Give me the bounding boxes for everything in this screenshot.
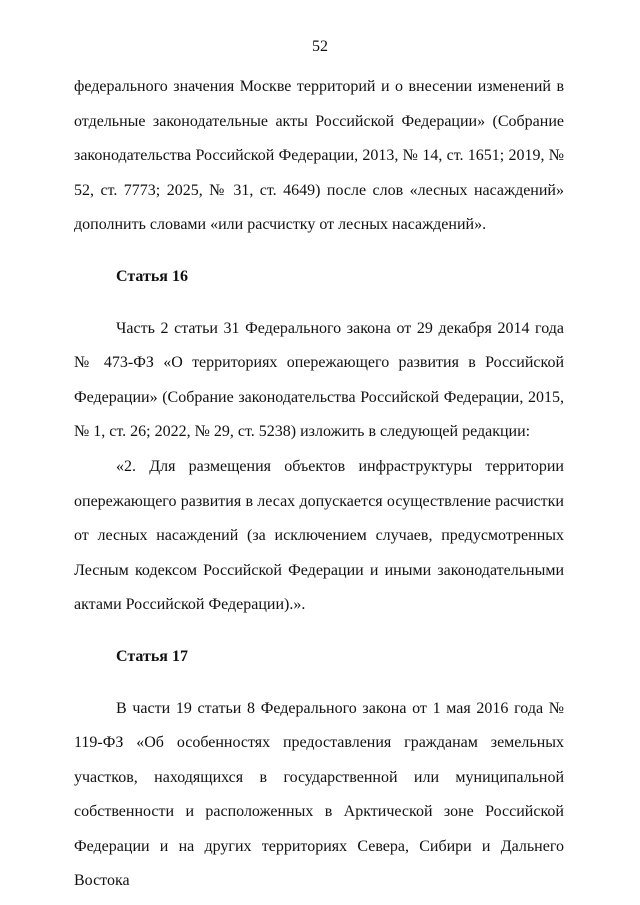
article-17-paragraph: В части 19 статьи 8 Федерального закона от 1 мая 2016 года № 119-ФЗ «Об особенностях предоставления гражданам земельных участков, находящихся в государственной или муниципальной собственности и расположенных в Арктической зоне Российской Федерации и на других территориях Севера, Сибири и Дальнего Востока [74, 699, 564, 890]
paragraph-continuation: федерального значения Москве территорий и о внесении изменений в отдельные законодательные акты Российской Федерации» (Собрание законодательства Российской Федерации, 2013, № 14, ст. 1651; 2019, № 52, ст. 7773; 2025, № 31, ст. 4649) после слов «лесных насаждений» дополнить словами «или расчистку от лесных насаждений». [74, 78, 564, 234]
article-16-title: Статья 16 [116, 267, 188, 285]
document-body [74, 70, 564, 899]
article-16-quoted-text: «2. Для размещения объектов инфраструктуры территории опережающего развития в лесах допускается осуществление расчистки от лесных насаждений (за исключением случаев, предусмотренных Лесным кодексом Российской Федерации и иными законодательными актами Российской Федерации).». [74, 457, 564, 614]
article-17-title: Статья 17 [116, 647, 188, 665]
page-number: 52 [312, 38, 328, 55]
article-16-paragraph: Часть 2 статьи 31 Федерального закона от 29 декабря 2014 года № 473-ФЗ «О территориях опережающего развития в Российской Федерации» (Собрание законодательства Российской Федерации, 2015, № 1, ст. 26; 2022, № 29, ст. 5238) изложить в следующей редакции: [74, 319, 564, 441]
